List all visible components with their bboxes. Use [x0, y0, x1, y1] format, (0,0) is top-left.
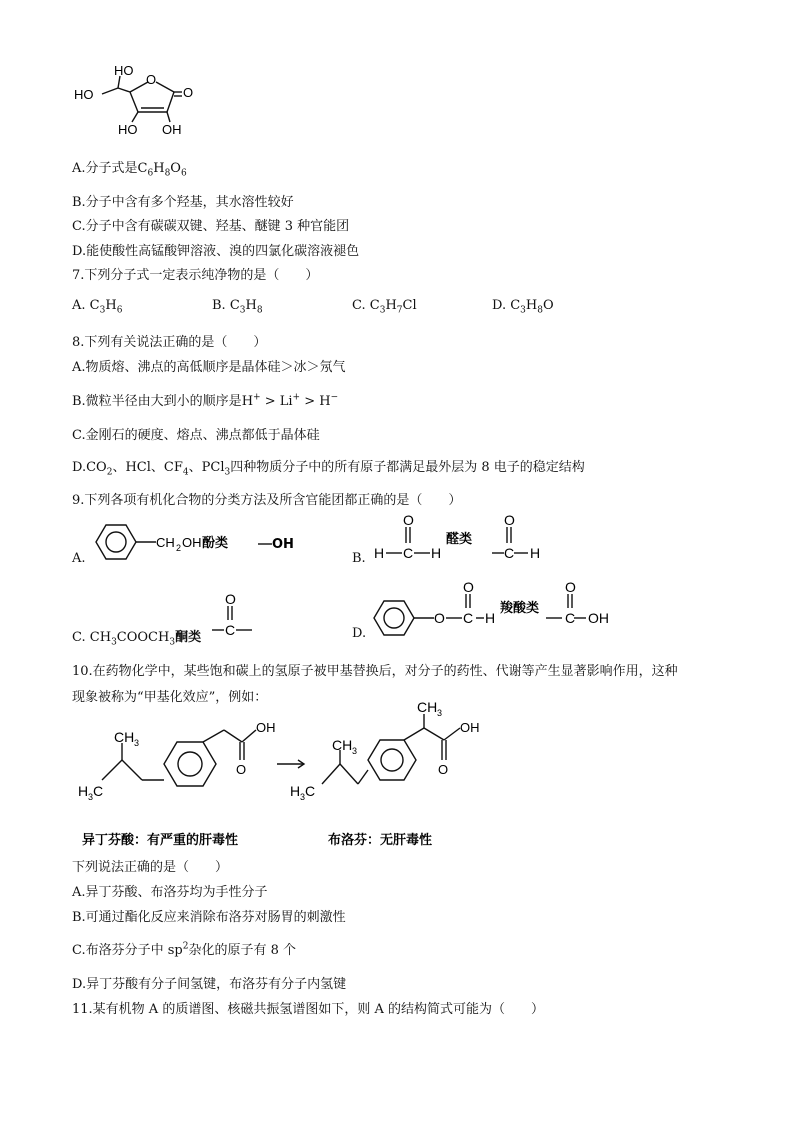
q11-stem: 11.某有机物 A 的质谱图、核磁共振氢谱图如下，则 A 的结构简式可能为（ ）	[72, 1002, 544, 1017]
q6-option-c: C.分子中含有碳碳双键、羟基、醚键 3 种官能团	[72, 219, 350, 234]
svg-text:OH: OH	[256, 720, 276, 735]
q6-option-b: B.分子中含有多个羟基，其水溶性较好	[72, 195, 294, 210]
q9-d-class: 羧酸类	[500, 601, 540, 616]
q10-option-b: B.可通过酯化反应来消除布洛芬对肠胃的刺激性	[72, 910, 346, 925]
q8-option-d: $D.CO_2$、HCl、$CF_4$、PCl$_3$四种物质分子中的所有原子都满足最外层为 8 电子的稳定结构	[72, 460, 585, 478]
q9-a-label: A.	[72, 551, 86, 566]
q10-option-c: C.布洛芬分子中 $sp^2$杂化的原子有 8 个	[72, 941, 297, 958]
q10-option-d: D.异丁芬酸有分子间氢键，布洛芬有分子内氢键	[72, 977, 347, 992]
q9-c-class: 酮类	[175, 630, 202, 645]
svg-text:C: C	[463, 610, 474, 626]
q10-ask: 下列说法正确的是（ ）	[72, 860, 229, 875]
q6-option-d: D.能使酸性高锰酸钾溶液、溴的四氯化碳溶液褪色	[72, 244, 360, 259]
q9-option-c: C. $CH_3COOCH_3$酮类	[72, 630, 202, 648]
q10-stem-line2: 现象被称为“甲基化效应”，例如：	[72, 690, 268, 705]
svg-text:CH: CH	[114, 729, 135, 745]
svg-text:CH: CH	[417, 700, 438, 715]
q9-d-label: D.	[352, 626, 367, 641]
q10-caption-left: 异丁芬酸：有严重的肝毒性	[82, 833, 239, 848]
svg-text:H: H	[78, 783, 89, 799]
svg-text:O: O	[434, 610, 445, 626]
q9-a-group: OH	[272, 537, 294, 552]
ascorbic-oh-bottom: OH	[162, 122, 182, 137]
svg-text:C: C	[565, 610, 576, 626]
svg-text:OH: OH	[182, 535, 202, 550]
svg-text:H: H	[431, 545, 442, 561]
q7-option-c: C. $C_3H_7Cl$	[352, 298, 417, 316]
svg-text:3: 3	[300, 792, 306, 802]
svg-text:O: O	[236, 762, 247, 777]
q7-stem: 7.下列分子式一定表示纯净物的是（ ）	[72, 268, 319, 283]
ascorbic-ring-o: O	[146, 72, 157, 87]
q7-option-b: B. $C_3H_8$	[212, 298, 263, 316]
svg-text:C: C	[403, 545, 414, 561]
ascorbic-carbonyl-o: O	[183, 85, 194, 100]
q9-a-class: 酚类	[202, 536, 229, 551]
svg-text:C: C	[225, 622, 236, 638]
svg-text:O: O	[438, 762, 449, 777]
svg-text:CH: CH	[332, 737, 353, 753]
svg-text:C: C	[504, 545, 515, 561]
svg-text:3: 3	[437, 708, 443, 718]
q6-option-a: A.分子式是$C_6H_8O_6$	[72, 161, 187, 179]
q10-option-a: A.异丁芬酸、布洛芬均为手性分子	[72, 885, 268, 900]
q8-option-b: B.微粒半径由大到小的顺序是H+ > Li+ > H−	[72, 392, 339, 409]
svg-text:O: O	[403, 513, 414, 528]
svg-text:O: O	[463, 582, 474, 595]
ascorbic-ho-left: HO	[74, 87, 94, 102]
q9-b-structure	[370, 513, 560, 563]
q10-caption-right: 布洛芬：无肝毒性	[328, 833, 433, 848]
svg-text:2: 2	[176, 543, 182, 553]
svg-text:3: 3	[88, 792, 94, 802]
svg-text:3: 3	[352, 746, 358, 756]
q6-a-formula: $C_6H_8O_6$	[137, 161, 187, 179]
svg-text:3: 3	[134, 738, 140, 748]
q9-d-structure	[368, 582, 628, 642]
q10-stem-line1: 10.在药物化学中，某些饱和碳上的氢原子被甲基替换后，对分子的药性、代谢等产生显著影响作用，这种	[72, 664, 678, 679]
q9-b-label: B.	[352, 551, 366, 566]
svg-text:C: C	[93, 783, 104, 799]
ascorbic-acid-structure	[70, 62, 200, 140]
svg-text:OH: OH	[460, 720, 480, 735]
svg-text:O: O	[225, 592, 236, 607]
svg-text:H: H	[290, 783, 301, 799]
svg-text:CH: CH	[156, 535, 175, 550]
q9-a-structure	[90, 520, 310, 566]
svg-text:OH: OH	[588, 610, 609, 626]
q7-option-a: A. $C_3H_6$	[72, 298, 123, 316]
q8-stem: 8.下列有关说法正确的是（ ）	[72, 335, 267, 350]
svg-text:C: C	[305, 783, 316, 799]
svg-text:H: H	[374, 545, 385, 561]
q10-reaction-scheme	[72, 700, 512, 850]
ascorbic-ho-bottom: HO	[118, 122, 138, 137]
svg-text:O: O	[565, 582, 576, 595]
svg-text:H: H	[530, 545, 541, 561]
svg-text:O: O	[504, 513, 515, 528]
q9-stem: 9.下列各项有机化合物的分类方法及所含官能团都正确的是（ ）	[72, 493, 462, 508]
q9-c-group	[208, 592, 260, 642]
q7-option-d: D. $C_3H_8O$	[492, 298, 554, 316]
q9-b-class: 醛类	[446, 532, 473, 547]
ascorbic-ho-top: HO	[114, 63, 134, 78]
q8-option-a: A.物质熔、沸点的高低顺序是晶体硅＞冰＞氖气	[72, 360, 346, 375]
svg-text:H: H	[485, 610, 496, 626]
q8-option-c: C.金刚石的硬度、熔点、沸点都低于晶体硅	[72, 428, 320, 443]
